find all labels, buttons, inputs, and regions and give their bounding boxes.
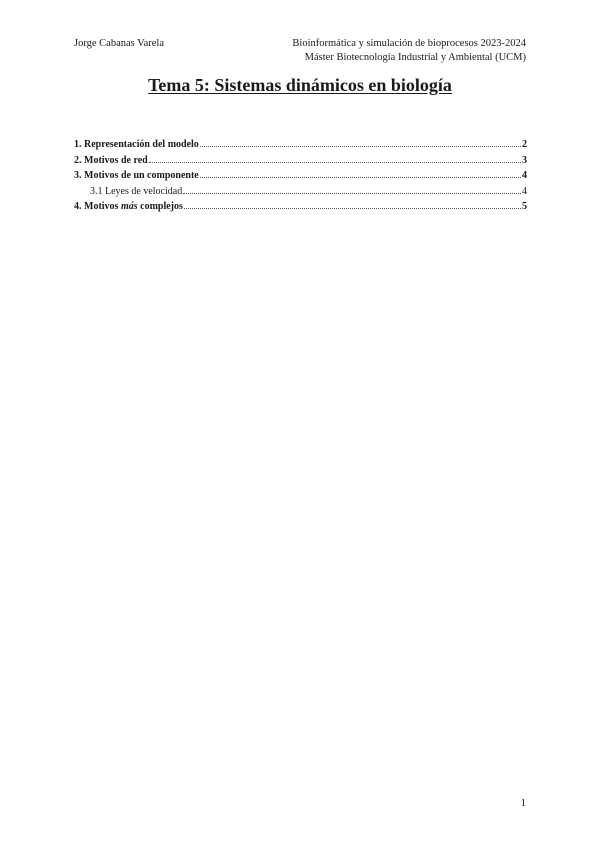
header-course: [292, 37, 526, 65]
toc-leader: [149, 162, 521, 163]
toc-entry-page: 5: [522, 201, 527, 212]
toc-entry-motivos-componente[interactable]: [74, 170, 527, 186]
toc-leader: [183, 193, 521, 194]
toc-entry-representacion[interactable]: [74, 139, 527, 155]
toc-entry-page: 4: [522, 185, 527, 197]
header-course-line1: Bioinformática y simulación de bioprocesos 2023-2024: [292, 38, 526, 49]
header-course-line2: Máster Biotecnología Industrial y Ambiental (UCM): [304, 52, 526, 63]
document-title: Tema 5: Sistemas dinámicos en biología: [148, 75, 452, 95]
toc-entry-label: 2. Motivos de red: [74, 154, 148, 166]
toc-entry-label-suffix: complejos: [137, 201, 183, 212]
toc-entry-page: 4: [522, 170, 527, 181]
toc-entry-label: [74, 201, 183, 212]
toc-leader: [200, 177, 521, 178]
toc-entry-page: 3: [522, 154, 527, 166]
toc-entry-leyes-velocidad[interactable]: [74, 186, 527, 202]
toc-entry-motivos-red[interactable]: [74, 155, 527, 171]
page-number: 1: [520, 797, 526, 809]
toc-entry-label: 3. Motivos de un componente: [74, 170, 199, 181]
table-of-contents: [74, 139, 527, 217]
toc-leader: [200, 146, 521, 147]
toc-entry-label: 3.1 Leyes de velocidad: [90, 185, 183, 197]
toc-entry-motivos-complejos[interactable]: [74, 201, 527, 217]
toc-leader: [184, 208, 521, 209]
toc-entry-label: 1. Representación del modelo: [74, 139, 199, 150]
header-author: Jorge Cabanas Varela: [74, 38, 164, 49]
toc-entry-page: 2: [522, 139, 527, 150]
toc-entry-label-prefix: 4. Motivos: [74, 201, 121, 212]
toc-entry-label-italic: más: [120, 201, 138, 212]
